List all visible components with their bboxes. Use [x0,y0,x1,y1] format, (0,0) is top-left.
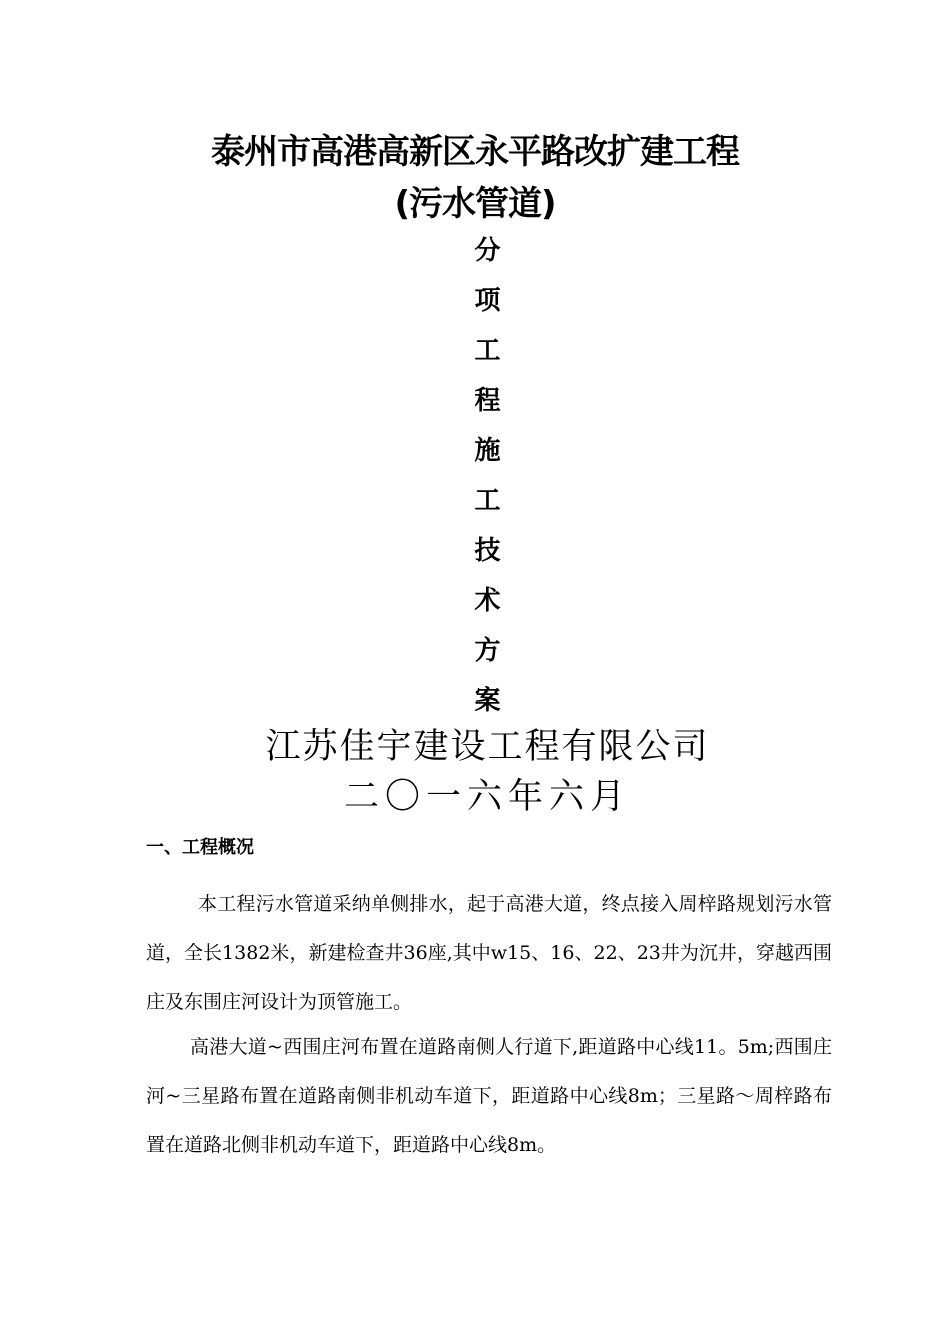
vertical-title-char: 案 [474,686,501,716]
document-date: 二〇一六年六月 [343,777,631,817]
section-heading: 一、工程概况 [146,837,254,858]
body-paragraph: 高港大道~西围庄河布置在道路南侧人行道下,距道路中心线11。5m;西围庄河~三星路布置在道路南侧非机动车道下，距道路中心线8m；三星路～周梓路布置在道路北侧非机动车道下，距道路中心线8m。 [146,1036,832,1156]
vertical-title-char: 施 [474,436,501,466]
document-title: 泰州市高港高新区永平路改扩建工程 [211,132,739,172]
body-paragraph: 本工程污水管道采纳单侧排水，起于高港大道，终点接入周梓路规划污水管道，全长1382米，新建检查井36座,其中w15、16、22、23井为沉井，穿越西围庄及东围庄河设计为顶管施工。 [146,893,832,1013]
vertical-title-char: 工 [474,336,501,366]
vertical-title-char: 项 [474,286,501,316]
vertical-title-char: 术 [474,586,501,616]
vertical-title-char: 方 [474,636,501,666]
vertical-title-char: 工 [474,486,501,516]
vertical-title-char: 技 [474,536,501,566]
vertical-title-char: 分 [474,236,501,266]
vertical-title-char: 程 [474,386,501,416]
company-name: 江苏佳宇建设工程有限公司 [265,727,710,767]
document-subtitle: (污水管道) [394,184,556,224]
